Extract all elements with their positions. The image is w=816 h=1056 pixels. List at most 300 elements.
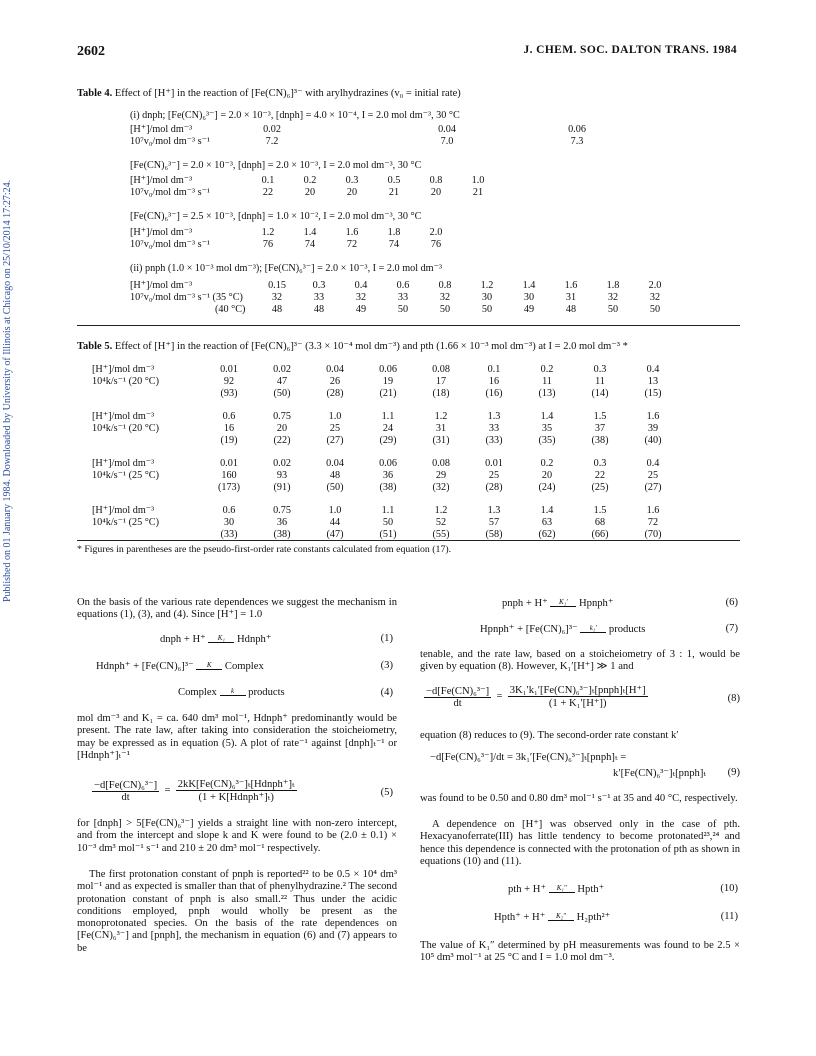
eq-lhs: Hpnph⁺ + [Fe(CN)₆]³⁻ <box>480 624 578 635</box>
paragraph-text: The first protonation constant of pnph is reported²² to be 0.5 × 10⁴ dm³ mol⁻¹ and as expected is smaller than that of phenylhydrazine.² The second protonation constant of pnph is also small.²² Thus under the acidic conditions employed, pnph would wholly be present as the monoprotonated species. On the basis of the rate dependences on [Fe(CN)₆³⁻] and [pnph], the mechanism in equation (6) and (7) appears to be <box>77 869 397 954</box>
table4-block3-conditions: [Fe(CN)₆³⁻] = 2.5 × 10⁻³, [dnph] = 1.0 × 10⁻², I = 2.0 mol dm⁻³, 30 °C <box>130 211 422 222</box>
table-cell: 33 <box>488 423 500 434</box>
table-cell: 2.0 <box>429 227 443 238</box>
row-label: 10⁴k/s⁻¹ (20 °C) <box>92 423 159 434</box>
table-cell: 35 <box>541 423 553 434</box>
table-cell: (66) <box>591 529 609 540</box>
table-cell: (25) <box>591 482 609 493</box>
table-cell: (28) <box>326 388 344 399</box>
table-cell: 16 <box>488 376 500 387</box>
table-cell: 48 <box>565 304 577 315</box>
table-cell: 48 <box>271 304 283 315</box>
arrow-icon <box>220 688 246 698</box>
table-cell: 24 <box>382 423 394 434</box>
table-cell: 19 <box>382 376 394 387</box>
table-cell: (27) <box>326 435 344 446</box>
paragraph-text: A dependence on [H⁺] was observed only in the case of pth. Hexacyanoferrate(III) has little tendency to become protonated²³,²⁴ and hence this dependence is connected with the protonation of pth as shown in equations (10) and (11). <box>420 819 740 867</box>
table-cell: 0.02 <box>273 458 291 469</box>
table4-block2-h-row <box>130 175 730 187</box>
table-cell: (33) <box>220 529 238 540</box>
table-cell: 25 <box>488 470 500 481</box>
table4-label: Table 4. <box>77 88 113 99</box>
table-cell: 1.2 <box>434 505 448 516</box>
table-cell: 0.06 <box>379 458 397 469</box>
table-cell: 16 <box>223 423 235 434</box>
table-cell: 50 <box>649 304 661 315</box>
table-cell: 30 <box>223 517 235 528</box>
table-cell: 0.02 <box>273 364 291 375</box>
table-cell: 20 <box>304 187 316 198</box>
table5-block1-k-row <box>92 376 732 388</box>
table-cell: 33 <box>397 292 409 303</box>
table-cell: (91) <box>273 482 291 493</box>
eq-rhs: Hpth⁺ <box>577 884 605 895</box>
download-watermark <box>0 179 18 602</box>
table-cell: (70) <box>644 529 662 540</box>
table5-label: Table 5. <box>77 341 113 352</box>
table-cell: 20 <box>276 423 288 434</box>
table-cell: (14) <box>591 388 609 399</box>
eq-rhs: Hdnph⁺ <box>237 634 272 645</box>
table-cell: 74 <box>388 239 400 250</box>
table-cell: (28) <box>485 482 503 493</box>
table-cell: 1.2 <box>261 227 275 238</box>
right-paragraph-1 <box>420 649 740 674</box>
equation-4 <box>178 687 393 698</box>
table-cell: 50 <box>439 304 451 315</box>
row-label: [H⁺]/mol dm⁻³ <box>92 364 155 375</box>
table5-block4-h-row <box>92 505 732 517</box>
table-cell: 1.8 <box>606 280 620 291</box>
table-cell: 57 <box>488 517 500 528</box>
eq-rhs: products <box>608 624 646 635</box>
equation-11 <box>494 911 738 923</box>
table-cell: 0.1 <box>487 364 501 375</box>
table-cell: 1.2 <box>480 280 494 291</box>
table-cell: 1.5 <box>593 411 607 422</box>
numerator: 3K₁′k₁′[Fe(CN)₆³⁻]ₜ[pnph]ₜ[H⁺] <box>509 685 646 696</box>
table-cell: 0.6 <box>222 505 236 516</box>
table-cell: (50) <box>326 482 344 493</box>
paragraph-text: On the basis of the various rate dependences we suggest the mechanism in equations (1), (3), and (4). Since [H⁺] = 1.0 <box>77 597 397 621</box>
table-cell: 1.3 <box>487 505 501 516</box>
table5-block2-h-row <box>92 411 732 423</box>
paragraph-text: mol dm⁻³ and K₁ = ca. 640 dm³ mol⁻¹, Hdnph⁺ predominantly would be present. The rate law, after taking into consideration the stoicheiometry, may be expressed as in equation (5). A plot of rate⁻¹ against [dnph]ₜ⁻¹ or [Hdnph⁺]ₜ⁻¹ <box>77 713 397 761</box>
eq-number: (10) <box>720 883 738 894</box>
row-label: 10⁷v₀/mol dm⁻³ s⁻¹ <box>130 187 211 198</box>
eq-lhs: dnph + H⁺ <box>160 634 206 645</box>
denominator: (1 + K₁′[H⁺]) <box>548 698 607 709</box>
table4-caption-text: Effect of [H⁺] in the reaction of [Fe(CN)₆]³⁻ with arylhydrazines (v₀ = initial rate) <box>112 88 461 99</box>
journal-name: J. CHEM. SOC. DALTON TRANS. 1984 <box>523 44 737 56</box>
eq-constant: K₂″ <box>555 911 566 920</box>
numerator: −d[Fe(CN)₆³⁻] <box>94 779 158 791</box>
table-cell: 72 <box>346 239 358 250</box>
eq-rhs: products <box>248 687 285 698</box>
eq-lhs: pnph + H⁺ <box>502 598 548 609</box>
table-cell: 20 <box>541 470 553 481</box>
table-cell: 1.2 <box>434 411 448 422</box>
eq-number: (4) <box>380 687 393 698</box>
table-cell: 0.6 <box>222 411 236 422</box>
table-cell: 22 <box>262 187 274 198</box>
table-cell: 1.1 <box>381 411 395 422</box>
table-cell: 0.01 <box>220 458 238 469</box>
table-cell: 0.2 <box>303 175 317 186</box>
denominator: (1 + K[Hdnph⁺]ₜ) <box>198 792 274 803</box>
table-cell: (31) <box>432 435 450 446</box>
table-cell: 0.04 <box>326 458 344 469</box>
eq-constant: K₁ <box>217 633 225 642</box>
table-cell: (173) <box>217 482 241 493</box>
equation-6 <box>502 597 738 609</box>
table-cell: 21 <box>388 187 400 198</box>
table-cell: 30 <box>481 292 493 303</box>
table-cell: 52 <box>435 517 447 528</box>
table-cell: 0.04 <box>326 364 344 375</box>
table-cell: 0.01 <box>485 458 503 469</box>
table4-block2-v-row <box>130 187 730 199</box>
table-cell: 21 <box>472 187 484 198</box>
table4-block1-conditions: (i) dnph; [Fe(CN)₆³⁻] = 2.0 × 10⁻³, [dnph] = 4.0 × 10⁻⁴, I = 2.0 mol dm⁻³, 30 °C <box>130 110 460 121</box>
table-cell: 1.4 <box>540 411 554 422</box>
eq-constant: k <box>230 686 235 695</box>
table-cell: 50 <box>382 517 394 528</box>
table-cell: 49 <box>523 304 535 315</box>
left-paragraph-4 <box>77 869 397 955</box>
equilibrium-arrow-icon <box>549 885 575 895</box>
table4-block1-h-row <box>130 124 730 136</box>
table-cell: 0.2 <box>540 458 554 469</box>
table-cell: 32 <box>607 292 619 303</box>
table-cell: 20 <box>430 187 442 198</box>
table-cell: 1.0 <box>328 505 342 516</box>
table-cell: 32 <box>439 292 451 303</box>
table-cell: 0.3 <box>593 458 607 469</box>
table-cell: 36 <box>382 470 394 481</box>
table-cell: 1.6 <box>646 411 660 422</box>
eq-lhs: pth + H⁺ <box>508 884 547 895</box>
table-divider <box>77 540 740 541</box>
table5-caption-text: Effect of [H⁺] in the reaction of [Fe(CN)₆]³⁻ (3.3 × 10⁻⁴ mol dm⁻³) and pth (1.66 × 10⁻³ mol dm⁻³) at I = 2.0 mol dm⁻³ * <box>112 341 628 352</box>
table-cell: 0.4 <box>646 458 660 469</box>
table-cell: (47) <box>326 529 344 540</box>
table-cell: 0.04 <box>438 124 456 135</box>
eq-rhs: Hpnph⁺ <box>579 598 614 609</box>
eq-number: (9) <box>727 767 740 778</box>
table-cell: 0.75 <box>273 505 291 516</box>
table-cell: 76 <box>430 239 442 250</box>
eq-number: (3) <box>380 660 393 671</box>
table-cell: 0.4 <box>354 280 368 291</box>
table-cell: (29) <box>379 435 397 446</box>
table-cell: 72 <box>647 517 659 528</box>
table-cell: 49 <box>355 304 367 315</box>
denominator: dt <box>121 791 130 803</box>
table-cell: 32 <box>355 292 367 303</box>
table-cell: 76 <box>262 239 274 250</box>
row-label: 10⁴k/s⁻¹ (25 °C) <box>92 517 159 528</box>
table-cell: 1.4 <box>303 227 317 238</box>
table-cell: 29 <box>435 470 447 481</box>
table-cell: 0.3 <box>345 175 359 186</box>
eq-number: (1) <box>380 633 393 644</box>
table-cell: 68 <box>594 517 606 528</box>
table-cell: 92 <box>223 376 235 387</box>
table-cell: 0.3 <box>593 364 607 375</box>
eq-constant: K₁″ <box>556 883 567 892</box>
equilibrium-arrow-icon <box>196 662 222 672</box>
table-cell: 0.3 <box>312 280 326 291</box>
eq-number: (7) <box>725 623 738 634</box>
table4-block2-conditions: [Fe(CN)₆³⁻] = 2.0 × 10⁻³, [dnph] = 2.0 × 10⁻³, I = 2.0 mol dm⁻³, 30 °C <box>130 160 422 171</box>
table5-block2-c-row <box>92 435 732 447</box>
row-label: 10⁷v₀/mol dm⁻³ s⁻¹ <box>130 239 211 250</box>
fraction <box>424 685 491 709</box>
fraction <box>508 684 648 709</box>
table-cell: 63 <box>541 517 553 528</box>
table-cell: 1.1 <box>381 505 395 516</box>
row-label: 10⁴k/s⁻¹ (25 °C) <box>92 470 159 481</box>
table5-footnote: * Figures in parentheses are the pseudo-first-order rate constants calculated from equation (17). <box>77 544 452 555</box>
table-cell: 20 <box>346 187 358 198</box>
table5-block3-c-row <box>92 482 732 494</box>
table-cell: 160 <box>221 470 237 481</box>
table-cell: 36 <box>276 517 288 528</box>
table5-block2-k-row <box>92 423 732 435</box>
row-label: [H⁺]/mol dm⁻³ <box>130 227 193 238</box>
table-cell: 22 <box>594 470 606 481</box>
row-label: [H⁺]/mol dm⁻³ <box>92 411 155 422</box>
eq-constant: K₁′ <box>559 597 568 606</box>
table-cell: 11 <box>595 376 605 387</box>
table-cell: 31 <box>435 423 447 434</box>
table-cell: (13) <box>538 388 556 399</box>
equation-9 <box>430 751 740 763</box>
table-cell: (38) <box>273 529 291 540</box>
page-number: 2602 <box>77 44 105 59</box>
row-label: [H⁺]/mol dm⁻³ <box>130 124 193 135</box>
table-cell: (35) <box>538 435 556 446</box>
paragraph-text: The value of K₁″ determined by pH measurements was found to be 2.5 × 10⁵ dm³ mol⁻¹ at 25 °C and I = 1.0 mol dm⁻³. <box>420 940 740 964</box>
table-cell: 0.75 <box>273 411 291 422</box>
table-cell: 0.2 <box>540 364 554 375</box>
table-cell: (21) <box>379 388 397 399</box>
table-cell: 37 <box>594 423 606 434</box>
table-cell: (93) <box>220 388 238 399</box>
eq-number: (11) <box>720 911 738 922</box>
table-cell: 26 <box>329 376 341 387</box>
table-cell: 11 <box>542 376 552 387</box>
table-cell: 25 <box>647 470 659 481</box>
table-cell: 0.01 <box>220 364 238 375</box>
table-cell: (38) <box>591 435 609 446</box>
table-cell: 0.5 <box>387 175 401 186</box>
eq-constant: k₁′ <box>589 623 597 632</box>
table5-block1-c-row <box>92 388 732 400</box>
table-cell: 48 <box>329 470 341 481</box>
table5-block3-k-row <box>92 470 732 482</box>
table-cell: 1.4 <box>540 505 554 516</box>
eq-line-2: k′[Fe(CN)₆³⁻]ₜ[pnph]ₜ <box>613 768 706 779</box>
left-paragraph-3 <box>77 818 397 855</box>
table-cell: (22) <box>273 435 291 446</box>
table-cell: 44 <box>329 517 341 528</box>
table-cell: 0.1 <box>261 175 275 186</box>
numerator: −d[Fe(CN)₆³⁻] <box>426 685 490 697</box>
right-paragraph-2 <box>420 730 740 742</box>
table-cell: (50) <box>273 388 291 399</box>
eq-lhs: Hpth⁺ + H⁺ <box>494 912 546 923</box>
table-cell: 39 <box>647 423 659 434</box>
table-cell: (55) <box>432 529 450 540</box>
table-cell: 1.8 <box>387 227 401 238</box>
table-cell: 50 <box>607 304 619 315</box>
table-cell: (40) <box>644 435 662 446</box>
table5-block1-h-row <box>92 364 732 376</box>
equilibrium-arrow-icon <box>208 635 234 645</box>
table-cell: 1.4 <box>522 280 536 291</box>
table-cell: 48 <box>313 304 325 315</box>
equation-3 <box>96 660 393 672</box>
paragraph-text: tenable, and the rate law, based on a stoicheiometry of 3 : 1, would be given by equation (8). However, K₁′[H⁺] ≫ 1 and <box>420 649 740 673</box>
download-watermark-text: Published on 01 January 1984. Downloaded by University of Illinois at Chicago on 25/10/2014 17:27:24. <box>2 179 13 602</box>
table-cell: 0.06 <box>379 364 397 375</box>
table-cell: (15) <box>644 388 662 399</box>
table-cell: (51) <box>379 529 397 540</box>
row-label: [H⁺]/mol dm⁻³ <box>92 458 155 469</box>
table-cell: 0.4 <box>646 364 660 375</box>
eq-number: (8) <box>727 693 740 704</box>
table-cell: 50 <box>397 304 409 315</box>
table-cell: (32) <box>432 482 450 493</box>
table-cell: 0.6 <box>396 280 410 291</box>
table-cell: (62) <box>538 529 556 540</box>
equals: = <box>161 784 174 796</box>
table-cell: 17 <box>435 376 447 387</box>
table-divider <box>77 325 740 326</box>
equation-8 <box>424 684 740 709</box>
table-cell: (38) <box>379 482 397 493</box>
table4-block4-conditions: (ii) pnph (1.0 × 10⁻³ mol dm⁻³); [Fe(CN)₆³⁻] = 2.0 × 10⁻³, I = 2.0 mol dm⁻³ <box>130 263 443 274</box>
table-cell: (19) <box>220 435 238 446</box>
row-label: [H⁺]/mol dm⁻³ <box>130 280 193 291</box>
left-paragraph-2 <box>77 713 397 762</box>
row-label: 10⁴k/s⁻¹ (20 °C) <box>92 376 159 387</box>
eq-rhs: Complex <box>224 661 264 672</box>
eq-number: (5) <box>380 787 393 798</box>
table-cell: 50 <box>481 304 493 315</box>
left-paragraph-1 <box>77 597 397 622</box>
table-cell: 32 <box>271 292 283 303</box>
eq-constant: K <box>206 660 212 669</box>
fraction <box>92 779 159 803</box>
table-cell: 74 <box>304 239 316 250</box>
table-cell: 31 <box>565 292 577 303</box>
denominator: dt <box>453 697 462 709</box>
equilibrium-arrow-icon <box>548 913 574 923</box>
equals: = <box>493 690 506 702</box>
row-label: [H⁺]/mol dm⁻³ <box>130 175 193 186</box>
table-cell: 0.8 <box>438 280 452 291</box>
arrow-icon <box>580 625 606 635</box>
table-cell: 0.08 <box>432 364 450 375</box>
table4-block1-v-row <box>130 136 730 148</box>
table-cell: (27) <box>644 482 662 493</box>
table4-caption <box>77 87 461 99</box>
row-label: 10⁷v₀/mol dm⁻³ s⁻¹ <box>130 136 211 147</box>
table-cell: (33) <box>485 435 503 446</box>
eq-lhs: Complex <box>178 687 217 698</box>
table-cell: 1.6 <box>345 227 359 238</box>
row-label: 10⁷v₀/mol dm⁻³ s⁻¹ (35 °C) <box>130 292 243 303</box>
table-cell: 0.08 <box>432 458 450 469</box>
paragraph-text: equation (8) reduces to (9). The second-order rate constant k′ <box>420 730 679 741</box>
equation-5 <box>92 778 393 803</box>
fraction <box>176 778 297 803</box>
equilibrium-arrow-icon <box>550 599 576 609</box>
table-cell: 0.06 <box>568 124 586 135</box>
table4-block4-v35-row <box>130 292 730 304</box>
table-cell: 32 <box>649 292 661 303</box>
table4-block3-v-row <box>130 239 730 251</box>
table-cell: 30 <box>523 292 535 303</box>
table5-block4-k-row <box>92 517 732 529</box>
eq-line-1: −d[Fe(CN)₆³⁻]/dt = 3k₁′[Fe(CN)₆³⁻]ₜ[pnph]ₜ = <box>430 752 627 763</box>
table-cell: 0.15 <box>268 280 286 291</box>
table-cell: (16) <box>485 388 503 399</box>
table5-caption <box>77 340 628 352</box>
table-cell: 1.5 <box>593 505 607 516</box>
table5-block3-h-row <box>92 458 732 470</box>
table-cell: 93 <box>276 470 288 481</box>
table-cell: 0.8 <box>429 175 443 186</box>
table-cell: (58) <box>485 529 503 540</box>
eq-lhs: Hdnph⁺ + [Fe(CN)₆]³⁻ <box>96 661 194 672</box>
right-paragraph-5 <box>420 940 740 965</box>
table-cell: 47 <box>276 376 288 387</box>
table-cell: 1.6 <box>564 280 578 291</box>
table-cell: 25 <box>329 423 341 434</box>
table-cell: 7.3 <box>570 136 584 147</box>
table-cell: 2.0 <box>648 280 662 291</box>
table4-block4-v40-row <box>130 304 730 316</box>
numerator: 2kK[Fe(CN)₆³⁻]ₜ[Hdnph⁺]ₜ <box>177 779 295 790</box>
table-cell: 33 <box>313 292 325 303</box>
row-label: [H⁺]/mol dm⁻³ <box>92 505 155 516</box>
table-cell: 1.3 <box>487 411 501 422</box>
equation-7 <box>480 623 738 635</box>
table4-block3-h-row <box>130 227 730 239</box>
table-cell: 0.02 <box>263 124 281 135</box>
table-cell: 7.0 <box>440 136 454 147</box>
table-cell: 7.2 <box>265 136 279 147</box>
paragraph-text: was found to be 0.50 and 0.80 dm³ mol⁻¹ s⁻¹ at 35 and 40 °C, respectively. <box>420 793 738 804</box>
table-cell: 1.6 <box>646 505 660 516</box>
table-cell: (18) <box>432 388 450 399</box>
table-cell: 13 <box>647 376 659 387</box>
table-cell: 1.0 <box>471 175 485 186</box>
right-paragraph-4 <box>420 819 740 868</box>
right-paragraph-3 <box>420 793 740 805</box>
equation-1 <box>160 633 393 645</box>
table-cell: 1.0 <box>328 411 342 422</box>
row-label: (40 °C) <box>215 304 246 315</box>
eq-number: (6) <box>725 597 738 608</box>
table4-block4-h-row <box>130 280 730 292</box>
equation-10 <box>508 883 738 895</box>
eq-rhs: H₂pth²⁺ <box>576 912 611 923</box>
